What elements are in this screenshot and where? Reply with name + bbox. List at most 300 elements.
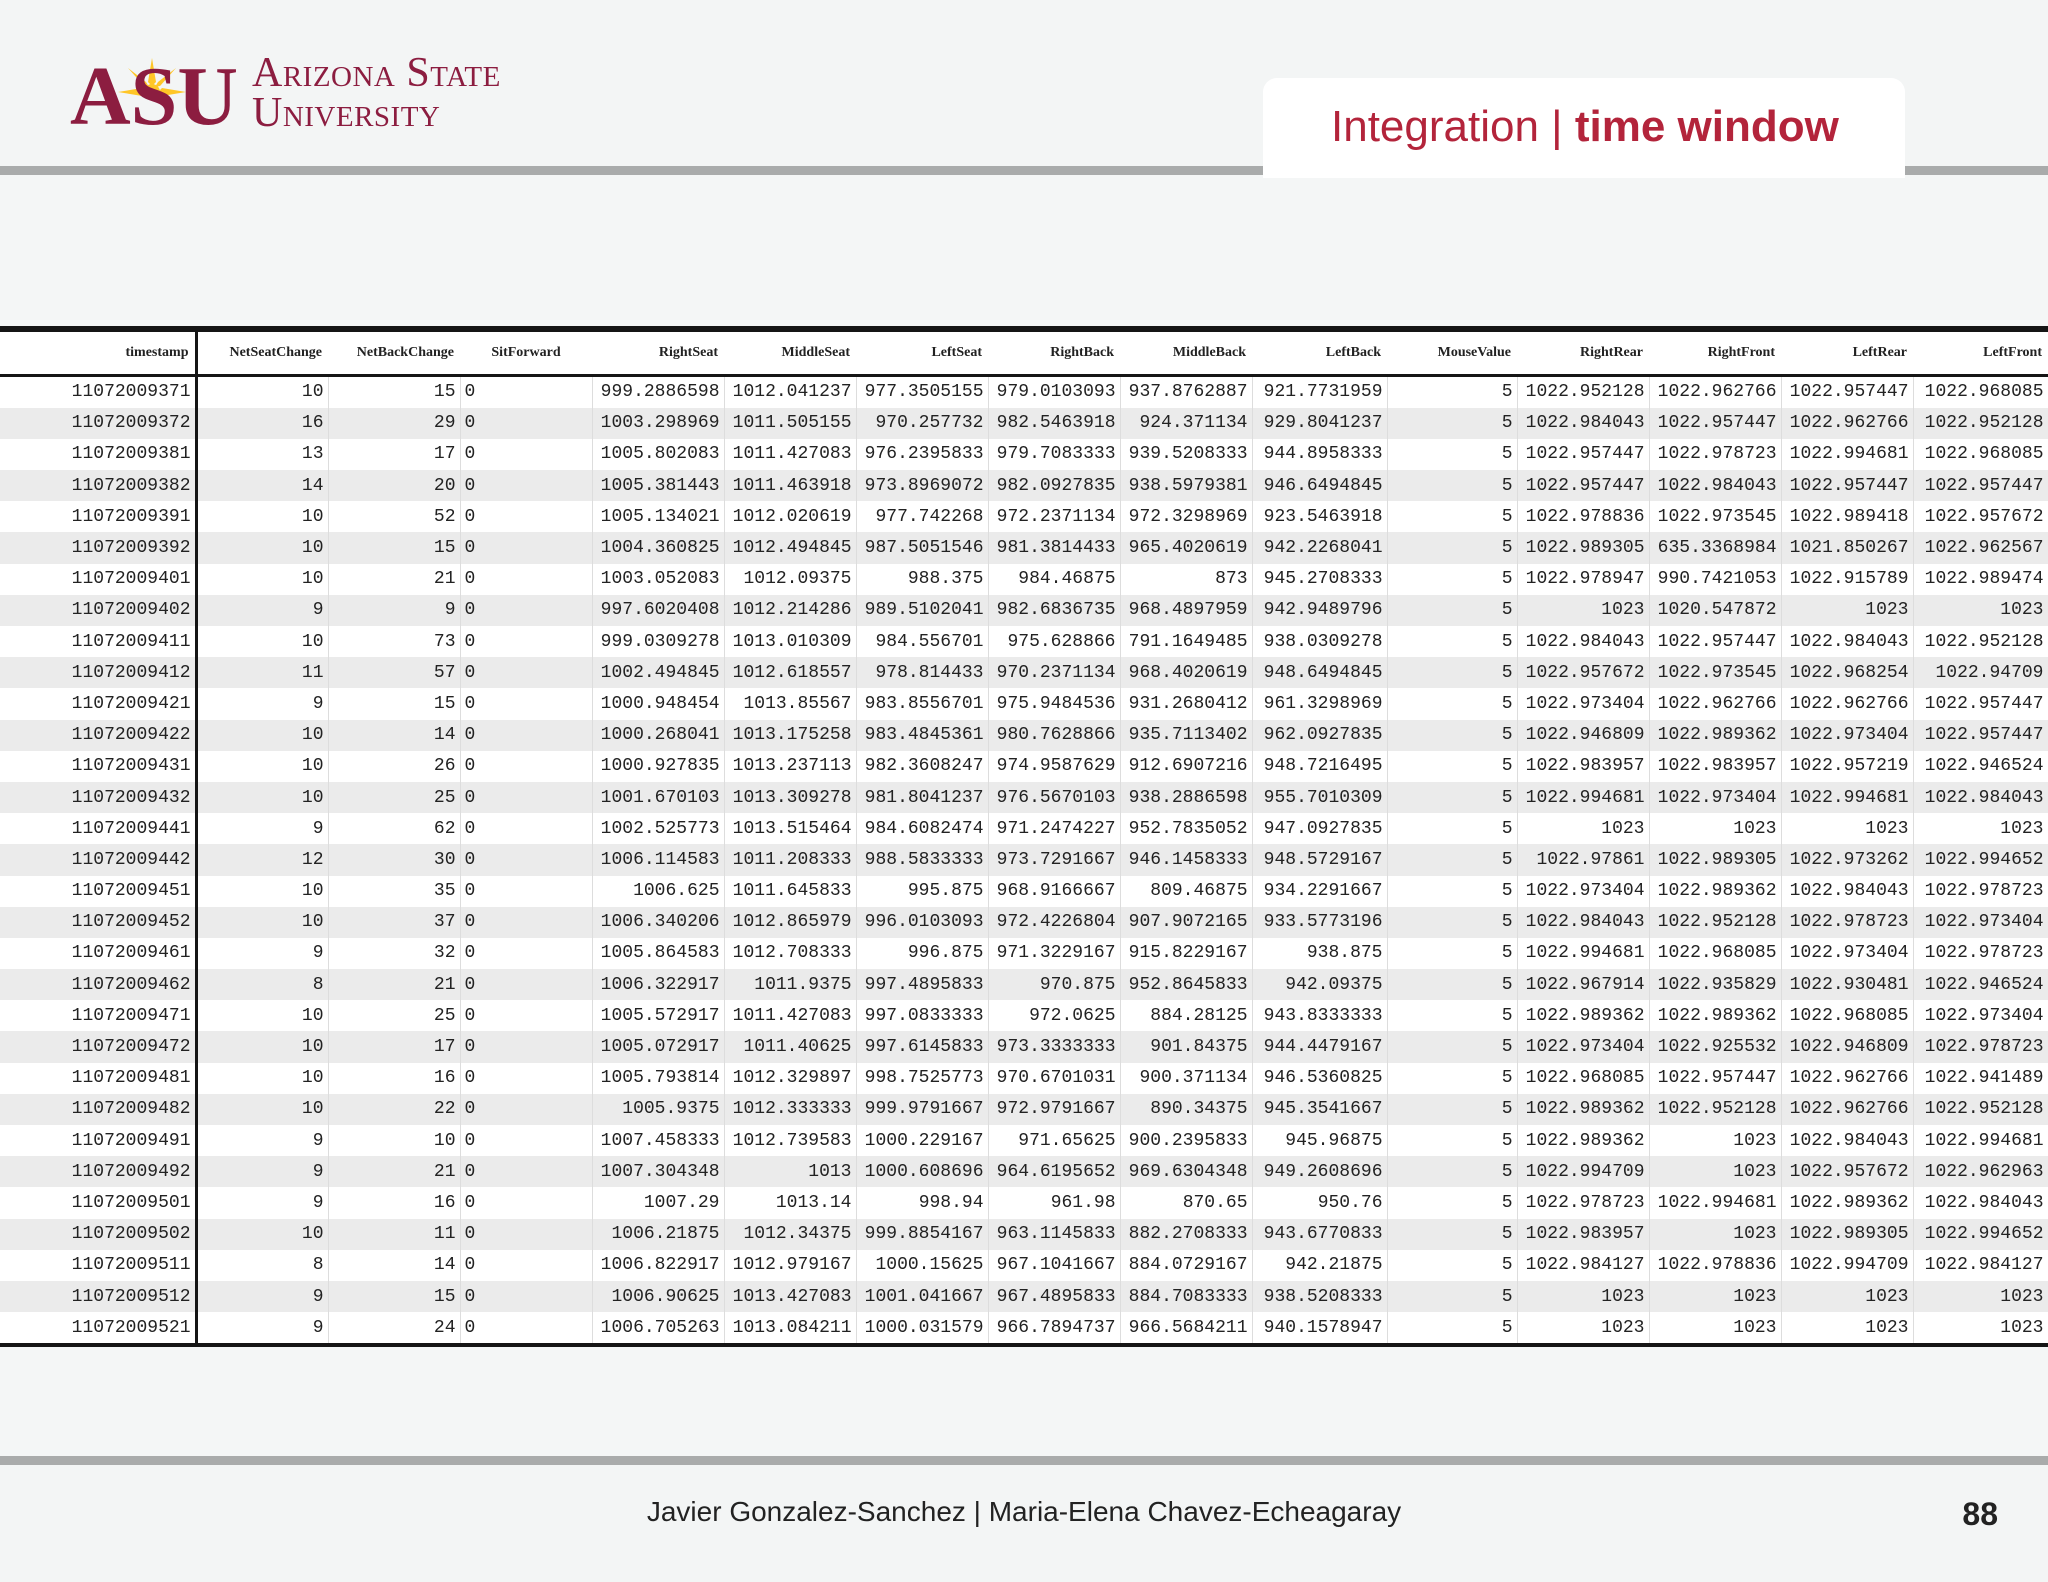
- table-cell-leftrear: 1023: [1781, 1281, 1913, 1312]
- table-cell-sitforward: 0: [460, 1031, 592, 1062]
- table-cell-rightback: 979.7083333: [988, 439, 1120, 470]
- table-cell-rightrear: 1022.989362: [1517, 1094, 1649, 1125]
- table-cell-netseatchange: 10: [196, 751, 328, 782]
- table-cell-leftback: 945.3541667: [1252, 1094, 1387, 1125]
- table-cell-leftrear: 1022.989418: [1781, 501, 1913, 532]
- table-cell-rightrear: 1022.989362: [1517, 1000, 1649, 1031]
- table-cell-middleback: 882.2708333: [1120, 1219, 1252, 1250]
- table-cell-rightseat: 1006.340206: [592, 907, 724, 938]
- table-cell-netbackchange: 16: [328, 1187, 460, 1218]
- table-cell-rightback: 963.1145833: [988, 1219, 1120, 1250]
- table-cell-rightrear: 1022.978836: [1517, 501, 1649, 532]
- university-name-line2: University: [252, 90, 441, 136]
- table-cell-rightseat: 999.0309278: [592, 626, 724, 657]
- table-cell-netseatchange: 10: [196, 564, 328, 595]
- table-cell-rightseat: 997.6020408: [592, 595, 724, 626]
- table-row: [0, 720, 2048, 751]
- table-cell-rightback: 982.6836735: [988, 595, 1120, 626]
- table-cell-leftback: 921.7731959: [1252, 375, 1387, 408]
- table-cell-leftrear: 1022.973404: [1781, 938, 1913, 969]
- table-cell-leftfront: 1023: [1913, 595, 2048, 626]
- table-cell-mousevalue: 5: [1387, 720, 1517, 751]
- table-cell-middleback: 809.46875: [1120, 876, 1252, 907]
- table-cell-leftfront: 1022.989474: [1913, 564, 2048, 595]
- table-cell-leftback: 950.76: [1252, 1187, 1387, 1218]
- table-cell-leftback: 942.21875: [1252, 1250, 1387, 1281]
- table-cell-middleback: 972.3298969: [1120, 501, 1252, 532]
- table-cell-timestamp: 11072009401: [0, 564, 196, 595]
- table-cell-leftback: 946.6494845: [1252, 470, 1387, 501]
- asu-logo: [70, 48, 501, 138]
- table-cell-netbackchange: 35: [328, 876, 460, 907]
- table-row: [0, 1031, 2048, 1062]
- table-cell-leftseat: 984.6082474: [856, 813, 988, 844]
- table-cell-timestamp: 11072009482: [0, 1094, 196, 1125]
- table-cell-leftrear: 1022.973262: [1781, 844, 1913, 875]
- table-cell-leftback: 942.09375: [1252, 969, 1387, 1000]
- table-row: [0, 876, 2048, 907]
- table-cell-middleback: 966.5684211: [1120, 1312, 1252, 1345]
- table-cell-sitforward: 0: [460, 720, 592, 751]
- table-cell-leftseat: 998.7525773: [856, 1063, 988, 1094]
- table-cell-rightback: 981.3814433: [988, 532, 1120, 563]
- column-header-middleback: MiddleBack: [1120, 329, 1252, 375]
- title-tab: [1263, 78, 1905, 178]
- table-cell-leftseat: 1000.031579: [856, 1312, 988, 1345]
- table-cell-rightfront: 1022.973404: [1649, 782, 1781, 813]
- table-cell-middleback: 952.8645833: [1120, 969, 1252, 1000]
- table-cell-middleback: 900.2395833: [1120, 1125, 1252, 1156]
- table-cell-leftfront: 1022.94709: [1913, 657, 2048, 688]
- slide-title-plain: Integration |: [1331, 102, 1575, 151]
- table-cell-middleback: 884.0729167: [1120, 1250, 1252, 1281]
- table-cell-leftseat: 997.4895833: [856, 969, 988, 1000]
- table-cell-sitforward: 0: [460, 595, 592, 626]
- table-cell-timestamp: 11072009431: [0, 751, 196, 782]
- table-cell-leftseat: 995.875: [856, 876, 988, 907]
- table-cell-leftfront: 1022.952128: [1913, 1094, 2048, 1125]
- table-cell-netseatchange: 10: [196, 876, 328, 907]
- table-cell-middleback: 870.65: [1120, 1187, 1252, 1218]
- table-cell-sitforward: 0: [460, 1094, 592, 1125]
- table-cell-leftrear: 1022.978723: [1781, 907, 1913, 938]
- page-number: 88: [1962, 1496, 1998, 1532]
- table-cell-leftback: 940.1578947: [1252, 1312, 1387, 1345]
- table-cell-leftseat: 977.742268: [856, 501, 988, 532]
- table-cell-leftfront: 1022.946524: [1913, 751, 2048, 782]
- table-cell-mousevalue: 5: [1387, 813, 1517, 844]
- table-cell-netseatchange: 10: [196, 375, 328, 408]
- table-cell-leftback: 946.5360825: [1252, 1063, 1387, 1094]
- table-cell-netbackchange: 62: [328, 813, 460, 844]
- table-cell-leftseat: 984.556701: [856, 626, 988, 657]
- table-cell-timestamp: 11072009441: [0, 813, 196, 844]
- table-cell-rightback: 980.7628866: [988, 720, 1120, 751]
- table-cell-rightseat: 1001.670103: [592, 782, 724, 813]
- table-cell-leftrear: 1023: [1781, 813, 1913, 844]
- table-row: [0, 532, 2048, 563]
- table-cell-rightrear: 1022.984043: [1517, 907, 1649, 938]
- table-cell-middleseat: 1012.739583: [724, 1125, 856, 1156]
- table-cell-netbackchange: 14: [328, 1250, 460, 1281]
- table-row: [0, 688, 2048, 719]
- table-row: [0, 938, 2048, 969]
- table-cell-leftfront: 1023: [1913, 1312, 2048, 1345]
- table-cell-sitforward: 0: [460, 844, 592, 875]
- table-cell-sitforward: 0: [460, 907, 592, 938]
- table-cell-rightback: 982.0927835: [988, 470, 1120, 501]
- table-cell-rightseat: 1006.114583: [592, 844, 724, 875]
- table-cell-rightrear: 1022.97861: [1517, 844, 1649, 875]
- table-row: [0, 626, 2048, 657]
- table-cell-rightseat: 1005.9375: [592, 1094, 724, 1125]
- table-cell-leftrear: 1022.989362: [1781, 1187, 1913, 1218]
- table-cell-leftfront: 1022.984127: [1913, 1250, 2048, 1281]
- table-cell-rightseat: 1003.298969: [592, 408, 724, 439]
- table-cell-middleback: 935.7113402: [1120, 720, 1252, 751]
- table-row: [0, 439, 2048, 470]
- table-cell-leftrear: 1022.957447: [1781, 470, 1913, 501]
- table-cell-rightrear: 1022.994709: [1517, 1156, 1649, 1187]
- table-cell-netbackchange: 57: [328, 657, 460, 688]
- table-cell-rightfront: 635.3368984: [1649, 532, 1781, 563]
- table-cell-leftseat: 1000.229167: [856, 1125, 988, 1156]
- table-cell-timestamp: 11072009491: [0, 1125, 196, 1156]
- table-cell-rightrear: 1023: [1517, 1281, 1649, 1312]
- table-cell-netbackchange: 29: [328, 408, 460, 439]
- table-cell-leftback: 947.0927835: [1252, 813, 1387, 844]
- table-row: [0, 1281, 2048, 1312]
- table-cell-rightback: 973.7291667: [988, 844, 1120, 875]
- table-cell-netbackchange: 17: [328, 1031, 460, 1062]
- table-cell-rightseat: 1005.134021: [592, 501, 724, 532]
- table-cell-rightseat: 1006.705263: [592, 1312, 724, 1345]
- table-cell-middleback: 912.6907216: [1120, 751, 1252, 782]
- table-cell-rightseat: 1007.458333: [592, 1125, 724, 1156]
- table-cell-mousevalue: 5: [1387, 595, 1517, 626]
- column-header-leftfront: LeftFront: [1913, 329, 2048, 375]
- table-cell-leftfront: 1022.957672: [1913, 501, 2048, 532]
- table-cell-middleback: 915.8229167: [1120, 938, 1252, 969]
- table-cell-mousevalue: 5: [1387, 1094, 1517, 1125]
- table-cell-rightrear: 1022.946809: [1517, 720, 1649, 751]
- table-cell-mousevalue: 5: [1387, 688, 1517, 719]
- table-cell-leftback: 962.0927835: [1252, 720, 1387, 751]
- table-cell-sitforward: 0: [460, 501, 592, 532]
- table-cell-timestamp: 11072009391: [0, 501, 196, 532]
- table-cell-netbackchange: 15: [328, 688, 460, 719]
- table-row: [0, 813, 2048, 844]
- table-cell-sitforward: 0: [460, 626, 592, 657]
- table-cell-timestamp: 11072009452: [0, 907, 196, 938]
- table-cell-leftback: 944.4479167: [1252, 1031, 1387, 1062]
- table-cell-rightrear: 1022.984127: [1517, 1250, 1649, 1281]
- table-cell-middleseat: 1012.329897: [724, 1063, 856, 1094]
- table-cell-middleback: 884.7083333: [1120, 1281, 1252, 1312]
- table-cell-leftseat: 999.8854167: [856, 1219, 988, 1250]
- table-cell-rightseat: 1007.304348: [592, 1156, 724, 1187]
- table-cell-rightback: 964.6195652: [988, 1156, 1120, 1187]
- table-cell-leftback: 942.2268041: [1252, 532, 1387, 563]
- table-cell-leftfront: 1022.968085: [1913, 375, 2048, 408]
- table-cell-leftback: 933.5773196: [1252, 907, 1387, 938]
- table-cell-middleback: 901.84375: [1120, 1031, 1252, 1062]
- table-cell-middleseat: 1013.85567: [724, 688, 856, 719]
- table-cell-middleseat: 1012.09375: [724, 564, 856, 595]
- table-cell-rightfront: 1022.925532: [1649, 1031, 1781, 1062]
- table-cell-rightfront: 990.7421053: [1649, 564, 1781, 595]
- table-cell-leftfront: 1022.973404: [1913, 1000, 2048, 1031]
- table-row: [0, 1312, 2048, 1345]
- table-cell-netbackchange: 52: [328, 501, 460, 532]
- table-cell-rightback: 984.46875: [988, 564, 1120, 595]
- table-cell-leftfront: 1022.962567: [1913, 532, 2048, 563]
- table-cell-netbackchange: 25: [328, 1000, 460, 1031]
- table-cell-netbackchange: 17: [328, 439, 460, 470]
- table-cell-mousevalue: 5: [1387, 1031, 1517, 1062]
- table-cell-rightfront: 1023: [1649, 1281, 1781, 1312]
- table-cell-leftrear: 1022.973404: [1781, 720, 1913, 751]
- table-cell-timestamp: 11072009472: [0, 1031, 196, 1062]
- table-cell-timestamp: 11072009512: [0, 1281, 196, 1312]
- table-cell-leftback: 945.2708333: [1252, 564, 1387, 595]
- table-cell-leftrear: 1022.968254: [1781, 657, 1913, 688]
- table-cell-rightrear: 1022.994681: [1517, 938, 1649, 969]
- table-cell-middleseat: 1012.979167: [724, 1250, 856, 1281]
- table-cell-timestamp: 11072009462: [0, 969, 196, 1000]
- table-cell-middleseat: 1011.40625: [724, 1031, 856, 1062]
- table-cell-sitforward: 0: [460, 1000, 592, 1031]
- table-cell-sitforward: 0: [460, 375, 592, 408]
- table-cell-netseatchange: 9: [196, 938, 328, 969]
- table-cell-leftfront: 1022.984043: [1913, 782, 2048, 813]
- table-cell-rightseat: 1006.822917: [592, 1250, 724, 1281]
- table-cell-netbackchange: 15: [328, 532, 460, 563]
- table-cell-leftrear: 1022.946809: [1781, 1031, 1913, 1062]
- table-cell-leftseat: 996.875: [856, 938, 988, 969]
- asu-logo-letters: ASU: [70, 54, 239, 132]
- table-cell-netseatchange: 16: [196, 408, 328, 439]
- table-cell-rightback: 967.4895833: [988, 1281, 1120, 1312]
- table-cell-netbackchange: 30: [328, 844, 460, 875]
- table-cell-rightfront: 1022.973545: [1649, 501, 1781, 532]
- table-cell-mousevalue: 5: [1387, 501, 1517, 532]
- table-cell-middleback: 890.34375: [1120, 1094, 1252, 1125]
- table-cell-rightfront: 1022.984043: [1649, 470, 1781, 501]
- table-cell-rightrear: 1022.957447: [1517, 470, 1649, 501]
- table-cell-leftrear: 1023: [1781, 1312, 1913, 1345]
- table-cell-netbackchange: 14: [328, 720, 460, 751]
- table-cell-timestamp: 11072009411: [0, 626, 196, 657]
- table-row: [0, 1187, 2048, 1218]
- table-cell-rightrear: 1022.984043: [1517, 626, 1649, 657]
- table-cell-leftseat: 973.8969072: [856, 470, 988, 501]
- footer-divider: [0, 1456, 2048, 1465]
- table-cell-leftseat: 981.8041237: [856, 782, 988, 813]
- table-row: [0, 1094, 2048, 1125]
- column-header-netseatchange: NetSeatChange: [196, 329, 328, 375]
- table-cell-rightfront: 1022.983957: [1649, 751, 1781, 782]
- table-cell-netseatchange: 9: [196, 813, 328, 844]
- table-cell-mousevalue: 5: [1387, 657, 1517, 688]
- table-cell-middleseat: 1012.214286: [724, 595, 856, 626]
- table-cell-netseatchange: 10: [196, 782, 328, 813]
- table-cell-leftseat: 983.8556701: [856, 688, 988, 719]
- table-cell-sitforward: 0: [460, 1281, 592, 1312]
- table-cell-rightseat: 1004.360825: [592, 532, 724, 563]
- table-cell-leftseat: 978.814433: [856, 657, 988, 688]
- table-body: [0, 375, 2048, 1345]
- table-cell-leftrear: 1022.994681: [1781, 782, 1913, 813]
- table-cell-leftback: 938.5208333: [1252, 1281, 1387, 1312]
- table-cell-netseatchange: 10: [196, 501, 328, 532]
- table-cell-leftseat: 1000.15625: [856, 1250, 988, 1281]
- table-cell-rightseat: 1006.90625: [592, 1281, 724, 1312]
- table-cell-leftrear: 1022.962766: [1781, 1094, 1913, 1125]
- column-header-leftseat: LeftSeat: [856, 329, 988, 375]
- table-cell-netseatchange: 12: [196, 844, 328, 875]
- table-cell-rightrear: 1022.973404: [1517, 1031, 1649, 1062]
- table-cell-timestamp: 11072009421: [0, 688, 196, 719]
- table-cell-sitforward: 0: [460, 1312, 592, 1345]
- table-cell-leftfront: 1022.957447: [1913, 688, 2048, 719]
- table-cell-middleback: 968.4897959: [1120, 595, 1252, 626]
- table-cell-sitforward: 0: [460, 1219, 592, 1250]
- table-cell-middleseat: 1011.427083: [724, 439, 856, 470]
- table-cell-rightseat: 999.2886598: [592, 375, 724, 408]
- table-cell-netbackchange: 25: [328, 782, 460, 813]
- table-cell-rightfront: 1022.935829: [1649, 969, 1781, 1000]
- table-cell-middleseat: 1012.494845: [724, 532, 856, 563]
- table-cell-middleback: 965.4020619: [1120, 532, 1252, 563]
- table-cell-rightback: 961.98: [988, 1187, 1120, 1218]
- table-cell-leftback: 934.2291667: [1252, 876, 1387, 907]
- table-cell-netseatchange: 13: [196, 439, 328, 470]
- table-cell-middleback: 937.8762887: [1120, 375, 1252, 408]
- table-cell-leftfront: 1022.978723: [1913, 938, 2048, 969]
- table-cell-middleback: 938.2886598: [1120, 782, 1252, 813]
- table-cell-middleseat: 1013.084211: [724, 1312, 856, 1345]
- table-cell-leftback: 948.5729167: [1252, 844, 1387, 875]
- table-cell-rightback: 979.0103093: [988, 375, 1120, 408]
- table-cell-rightback: 972.2371134: [988, 501, 1120, 532]
- table-cell-leftseat: 988.375: [856, 564, 988, 595]
- table-cell-rightback: 967.1041667: [988, 1250, 1120, 1281]
- table-cell-rightrear: 1022.989305: [1517, 532, 1649, 563]
- table-cell-rightfront: 1022.957447: [1649, 1063, 1781, 1094]
- table-cell-rightrear: 1022.973404: [1517, 876, 1649, 907]
- table-cell-rightfront: 1022.952128: [1649, 907, 1781, 938]
- table-cell-rightseat: 1005.802083: [592, 439, 724, 470]
- column-header-leftrear: LeftRear: [1781, 329, 1913, 375]
- table-cell-rightfront: 1022.989362: [1649, 1000, 1781, 1031]
- table-cell-netseatchange: 10: [196, 720, 328, 751]
- table-cell-leftseat: 987.5051546: [856, 532, 988, 563]
- table-cell-middleseat: 1013.427083: [724, 1281, 856, 1312]
- table-cell-leftrear: 1022.930481: [1781, 969, 1913, 1000]
- table-cell-rightfront: 1022.989362: [1649, 876, 1781, 907]
- table-cell-leftback: 949.2608696: [1252, 1156, 1387, 1187]
- table-cell-leftback: 943.8333333: [1252, 1000, 1387, 1031]
- table-cell-netseatchange: 8: [196, 1250, 328, 1281]
- table-row: [0, 1063, 2048, 1094]
- table-cell-rightrear: 1023: [1517, 1312, 1649, 1345]
- table-cell-rightfront: 1022.973545: [1649, 657, 1781, 688]
- table-cell-leftfront: 1022.957447: [1913, 470, 2048, 501]
- table-cell-netseatchange: 9: [196, 1281, 328, 1312]
- table-cell-netseatchange: 11: [196, 657, 328, 688]
- table-cell-timestamp: 11072009412: [0, 657, 196, 688]
- table-cell-sitforward: 0: [460, 813, 592, 844]
- slide-title: [1331, 102, 1839, 152]
- table-cell-mousevalue: 5: [1387, 1000, 1517, 1031]
- table-cell-leftfront: 1022.952128: [1913, 408, 2048, 439]
- table-cell-middleseat: 1011.9375: [724, 969, 856, 1000]
- table-cell-middleseat: 1013.14: [724, 1187, 856, 1218]
- table-cell-middleseat: 1012.865979: [724, 907, 856, 938]
- table-cell-rightback: 971.2474227: [988, 813, 1120, 844]
- table-cell-netbackchange: 24: [328, 1312, 460, 1345]
- table-cell-rightseat: 1000.927835: [592, 751, 724, 782]
- table-cell-rightfront: 1022.994681: [1649, 1187, 1781, 1218]
- table-cell-mousevalue: 5: [1387, 470, 1517, 501]
- table-cell-leftback: 923.5463918: [1252, 501, 1387, 532]
- table-cell-sitforward: 0: [460, 782, 592, 813]
- table-cell-mousevalue: 5: [1387, 969, 1517, 1000]
- table-cell-timestamp: 11072009382: [0, 470, 196, 501]
- table-cell-mousevalue: 5: [1387, 1125, 1517, 1156]
- table-row: [0, 564, 2048, 595]
- table-cell-rightseat: 1000.268041: [592, 720, 724, 751]
- table-cell-netseatchange: 9: [196, 1156, 328, 1187]
- table-cell-timestamp: 11072009502: [0, 1219, 196, 1250]
- table-header-row: [0, 329, 2048, 375]
- table-cell-middleseat: 1013.175258: [724, 720, 856, 751]
- table-cell-sitforward: 0: [460, 657, 592, 688]
- table-cell-middleseat: 1011.645833: [724, 876, 856, 907]
- table-cell-leftback: 955.7010309: [1252, 782, 1387, 813]
- table-cell-leftseat: 997.6145833: [856, 1031, 988, 1062]
- table-cell-middleback: 952.7835052: [1120, 813, 1252, 844]
- table-cell-netseatchange: 14: [196, 470, 328, 501]
- table-cell-leftfront: 1022.941489: [1913, 1063, 2048, 1094]
- table-row: [0, 1156, 2048, 1187]
- table-cell-rightrear: 1023: [1517, 595, 1649, 626]
- university-name-line1: Arizona State: [252, 50, 501, 96]
- table-cell-leftseat: 997.0833333: [856, 1000, 988, 1031]
- table-cell-rightseat: 1005.381443: [592, 470, 724, 501]
- table-cell-leftfront: 1022.962963: [1913, 1156, 2048, 1187]
- table-cell-timestamp: 11072009501: [0, 1187, 196, 1218]
- data-table-container: [0, 326, 2048, 1347]
- table-cell-timestamp: 11072009442: [0, 844, 196, 875]
- table-cell-rightback: 968.9166667: [988, 876, 1120, 907]
- table-cell-netbackchange: 16: [328, 1063, 460, 1094]
- column-header-sitforward: SitForward: [460, 329, 592, 375]
- table-cell-timestamp: 11072009381: [0, 439, 196, 470]
- column-header-leftback: LeftBack: [1252, 329, 1387, 375]
- table-cell-sitforward: 0: [460, 751, 592, 782]
- table-cell-mousevalue: 5: [1387, 1187, 1517, 1218]
- table-cell-netseatchange: 8: [196, 969, 328, 1000]
- table-cell-sitforward: 0: [460, 688, 592, 719]
- table-cell-netbackchange: 9: [328, 595, 460, 626]
- table-row: [0, 969, 2048, 1000]
- table-row: [0, 1219, 2048, 1250]
- table-cell-netseatchange: 9: [196, 1187, 328, 1218]
- table-cell-rightfront: 1022.957447: [1649, 626, 1781, 657]
- table-cell-middleseat: 1013.010309: [724, 626, 856, 657]
